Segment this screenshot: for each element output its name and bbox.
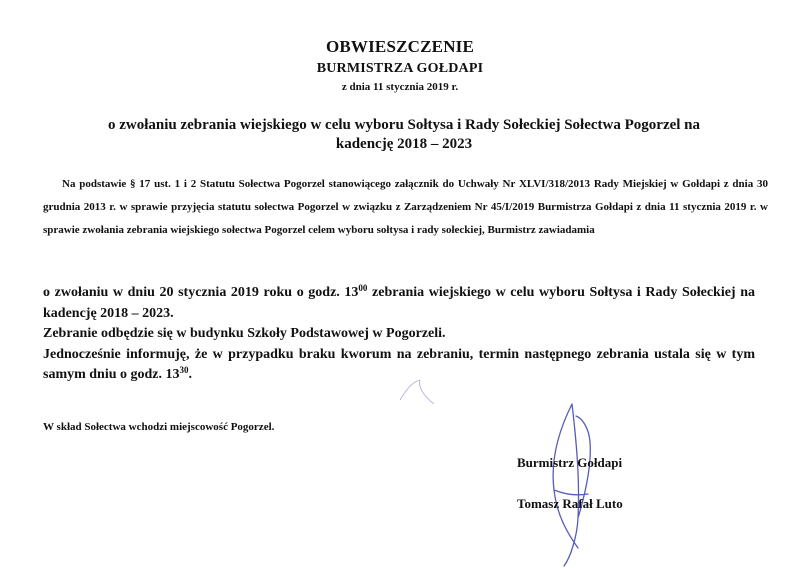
issuing-authority: BURMISTRZA GOŁDAPI — [316, 61, 484, 76]
subject-line-1: o zwołaniu zebrania wiejskiego w celu wyboru Sołtysa i Rady Sołeckiej Sołectwa Pogorzel na — [107, 117, 701, 133]
meeting-time-minutes: 00 — [358, 283, 368, 293]
issue-date: z dnia 11 stycznia 2019 r. — [341, 81, 459, 93]
meeting-text-after-time: zebrania wiejskiego w celu wyboru Sołtysa i Rady Sołeckiej na kadencję 2018 – 2023. — [43, 285, 755, 321]
document-title: OBWIESZCZENIE — [325, 37, 475, 56]
subject-line-2: kadencję 2018 – 2023 — [335, 136, 473, 152]
signatory-name: Tomasz Rafał Luto — [517, 496, 623, 511]
quorum-text-after-time: . — [188, 367, 193, 382]
signatory-role: Burmistrz Gołdapi — [517, 455, 623, 470]
subject-heading — [60, 116, 748, 154]
quorum-text-before-time: Jednocześnie informuję, że w przypadku braku kworum na zebraniu, termin następnego zebrania ustala się w tym samym dniu o godz. 13 — [43, 346, 755, 382]
legal-basis-paragraph: Na podstawie § 17 ust. 1 i 2 Statutu Sołectwa Pogorzel stanowiącego załącznik do Uchwały Nr XLVI/318/2013 Rady Miejskiej w Gołdapi z dnia 30 grudnia 2013 r. w sprawie przyjęcia statutu sołectwa Pogorzel w związku z Zarządzeniem Nr 45/I/2019 Burmistrza Gołdapi z dnia 11 stycznia 2019 r. w sprawie zwołania zebrania wiejskiego sołectwa Pogorzel celem wyboru sołtysa i rady sołeckiej, Burmistrz zawiadamia — [43, 178, 768, 236]
announcement-body — [43, 283, 755, 386]
quorum-time-minutes: 30 — [179, 365, 189, 375]
meeting-text-before-time: o zwołaniu w dniu 20 stycznia 2019 roku o godz. 13 — [43, 285, 359, 300]
meeting-location: Zebranie odbędzie się w budynku Szkoły Podstawowej w Pogorzeli. — [43, 326, 446, 341]
village-composition-note: W skład Sołectwa wchodzi miejscowość Pogorzel. — [43, 421, 275, 433]
handwritten-signature-icon — [520, 398, 630, 568]
meeting-announcement — [43, 283, 755, 324]
pen-mark-icon — [398, 378, 438, 408]
